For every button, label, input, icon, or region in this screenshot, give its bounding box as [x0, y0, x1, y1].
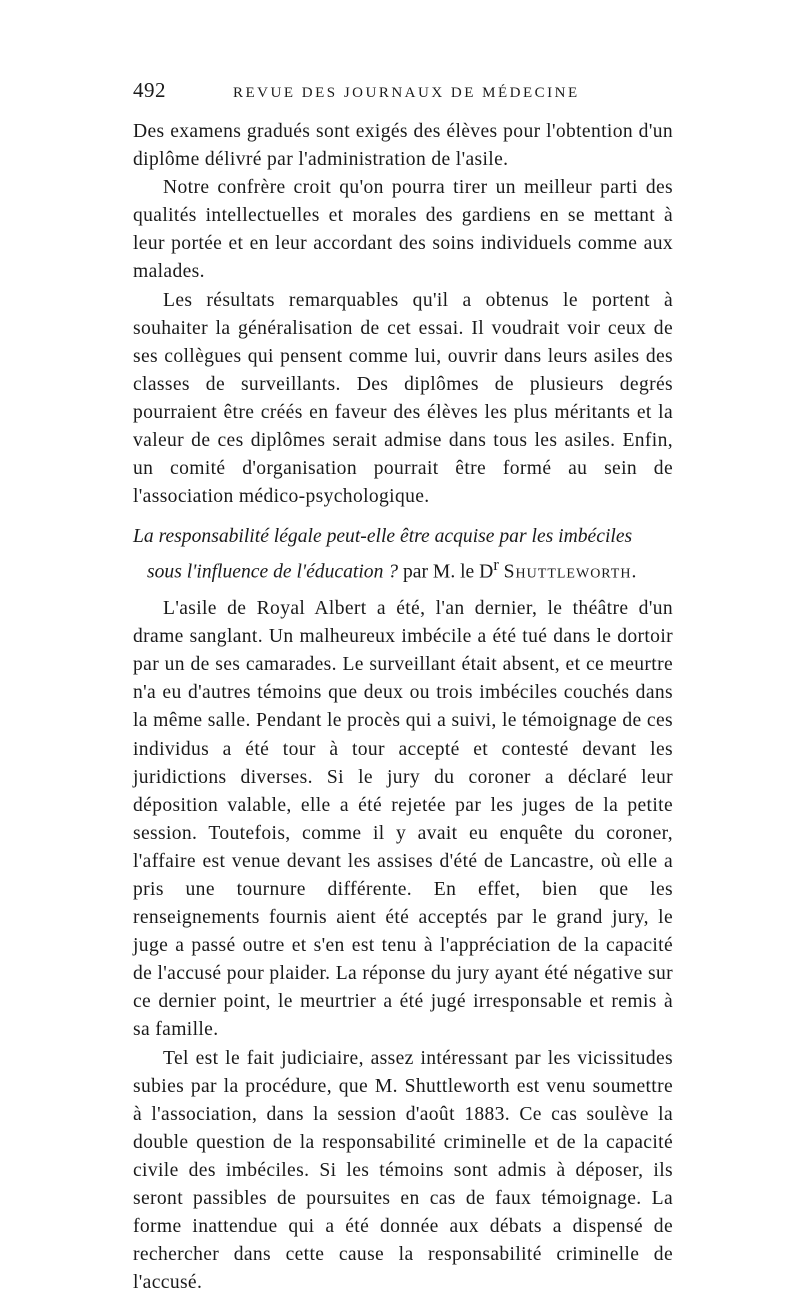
running-head — [133, 78, 673, 112]
article-heading — [133, 523, 673, 587]
paragraph-fait-judiciaire: Tel est le fait judiciaire, assez intéressant par les vicissitudes subies par la procédure, que M. Shuttleworth est venu soumettre à l'association, dans la session d'août 1883. Ce cas soulève la double question de la responsabilité criminelle et de la capacité civile des imbéciles. Si les témoins sont admis à déposer, ils seront passibles de poursuites en cas de faux témoignage. La forme inattendue qui a été donnée aux débats a dispensé de rechercher dans cette cause la responsabilité criminelle de l'accusé. — [133, 1047, 673, 1294]
article-title-line2: sous l'influence de l'éducation ? — [147, 561, 399, 583]
page-number: 492 — [133, 78, 166, 102]
article-author: Shuttleworth — [503, 561, 632, 583]
byline-doctor-sup: r — [493, 555, 499, 575]
paragraph-asile-royal-albert: L'asile de Royal Albert a été, l'an dernier, le théâtre d'un drame sanglant. Un malheureux imbécile a été tué dans le dortoir par un de ses camarades. Le surveillant était absent, et ce meurtre n'a eu d'autres témoins que deux ou trois imbéciles couchés dans la même salle. Pendant le procès qui a suivi, le témoignage de ces individus a été tour à tour accepté et contesté devant les juridictions diverses. Si le jury du coroner a déclaré leur déposition valable, elle a été rejetée par les juges de la petite session. Toutefois, comme il y avait eu enquête du coroner, l'affaire est venue devant les assises d'été de Lancastre, où elle a pris une tournure différente. En effet, bien que les renseignements fournis aient été acceptés par le grand jury, le juge a passé outre et s'en est tenu à l'appréciation de la capacité de l'accusé pour plaider. La réponse du jury ayant été négative sur ce dernier point, le meurtrier a été jugé irresponsable et remis à sa famille. — [133, 598, 673, 1041]
paragraph-confrere: Notre confrère croit qu'on pourra tirer un meilleur parti des qualités intellectuelles et morales des gardiens en se mettant à leur portée et en leur accordant des soins individuels comme aux malades. — [133, 177, 673, 283]
byline-suffix: . — [631, 561, 637, 583]
article-title-line1: La responsabilité légale peut-elle être acquise par les imbéciles — [133, 526, 633, 548]
paragraph-examens: Des examens gradués sont exigés des élèves pour l'obtention d'un diplôme délivré par l'administration de l'asile. — [133, 121, 673, 171]
byline-prefix: par M. le D — [398, 561, 494, 583]
paragraph-resultats: Les résultats remarquables qu'il a obtenus le portent à souhaiter la généralisation de cet essai. Il voudrait voir ceux de ses collègues qui pensent comme lui, ouvrir dans leurs asiles des classes de surveillants. Des diplômes de plusieurs degrés pourraient être créés en faveur des élèves les plus méritants et la valeur de ces diplômes serait admise dans tous les asiles. Enfin, un comité d'organisation pourrait être formé au sein de l'association médico-psychologique. — [133, 289, 673, 508]
page — [133, 78, 673, 1297]
journal-title: REVUE DES JOURNAUX DE MÉDECINE — [233, 85, 580, 101]
